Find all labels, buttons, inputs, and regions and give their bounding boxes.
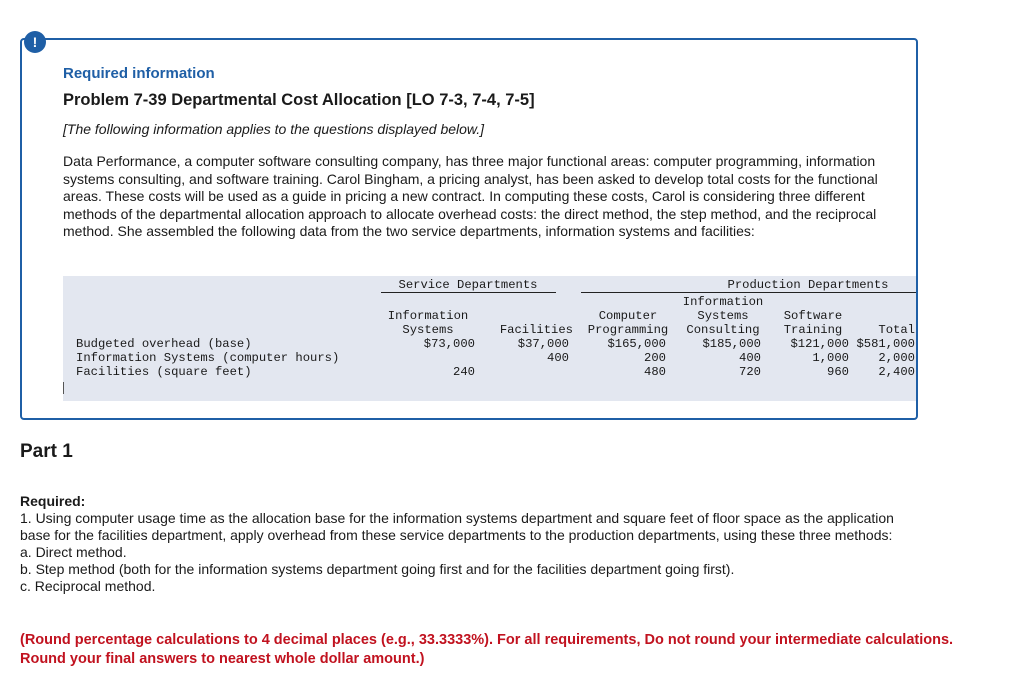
cell-training: $121,000 (790, 337, 849, 351)
required-information-heading: Required information (63, 65, 215, 82)
cell-programming: 480 (644, 365, 666, 379)
cell-facilities: 400 (547, 351, 569, 365)
production-group-underline (581, 292, 916, 293)
col-header-facilities: Facilities (499, 323, 573, 337)
requirement-text: 1. Using computer usage time as the allocation base for the information systems department and square feet of floor space as the application base for the facilities department, apply overhead from these service departments to the production departments, using these three methods: (20, 510, 894, 543)
row-label-budgeted-overhead: Budgeted overhead (base) (76, 337, 252, 351)
col-header-consulting-2: Systems (697, 309, 749, 323)
required-label: Required: (20, 493, 86, 509)
col-header-programming-2: Programming (587, 323, 669, 337)
cell-info-systems: 240 (453, 365, 475, 379)
group-header-production: Production Departments (727, 278, 889, 292)
problem-title: Problem 7-39 Departmental Cost Allocation [LO 7-3, 7-4, 7-5] (63, 91, 535, 109)
col-header-info-systems-2: Systems (402, 323, 454, 337)
cell-training: 960 (827, 365, 849, 379)
requirement-option-a: a. Direct method. (20, 544, 127, 560)
col-header-training-1: Software (783, 309, 843, 323)
group-header-service: Service Departments (398, 278, 538, 292)
requirement-option-b: b. Step method (both for the information systems department going first and for the facilities department going first). (20, 561, 735, 577)
intro-paragraph: Data Performance, a computer software consulting company, has three major functional areas: computer programming, information systems consulting, and software training. Carol Bingham, a pricing analyst, has been asked to develop total costs for the functional areas. These costs will be used as a guide in pricing a new contract. In computing these costs, Carol is considering three different methods of the departmental allocation approach to allocate overhead costs: the direct method, the step method, and the reciprocal method. She assembled the following data from the two service departments, information systems and facilities: (63, 153, 878, 239)
service-group-underline (381, 292, 556, 293)
col-header-programming-1: Computer (598, 309, 658, 323)
row-label-facilities-square-feet: Facilities (square feet) (76, 365, 252, 379)
applies-note: [The following information applies to the questions displayed below.] (63, 121, 485, 137)
cell-total: 2,000 (878, 351, 915, 365)
cell-total: 2,400 (878, 365, 915, 379)
cell-consulting: $185,000 (702, 337, 761, 351)
cell-total: $581,000 (856, 337, 915, 351)
cell-consulting: 720 (739, 365, 761, 379)
cell-info-systems: $73,000 (423, 337, 475, 351)
rounding-instructions: (Round percentage calculations to 4 decimal places (e.g., 33.3333%). For all requirements, Do not round your intermediate calculations. Round your final answers to nearest whole dollar amount.) (20, 632, 954, 667)
col-header-info-systems-1: Information (387, 309, 469, 323)
cell-programming: $165,000 (607, 337, 666, 351)
table-corner-tick (63, 382, 64, 394)
alert-icon: ! (24, 31, 46, 53)
cost-data-table (63, 276, 916, 401)
col-header-consulting-1: Information (682, 295, 764, 309)
cell-programming: 200 (644, 351, 666, 365)
requirement-option-c: c. Reciprocal method. (20, 578, 156, 594)
col-header-consulting-3: Consulting (686, 323, 760, 337)
part-title: Part 1 (20, 441, 73, 462)
cell-facilities: $37,000 (517, 337, 569, 351)
row-label-information-systems-hours: Information Systems (computer hours) (76, 351, 340, 365)
col-header-total: Total (878, 323, 915, 337)
cell-consulting: 400 (739, 351, 761, 365)
required-information-panel (20, 38, 918, 420)
col-header-training-2: Training (783, 323, 843, 337)
cell-training: 1,000 (812, 351, 849, 365)
required-section (20, 493, 920, 595)
